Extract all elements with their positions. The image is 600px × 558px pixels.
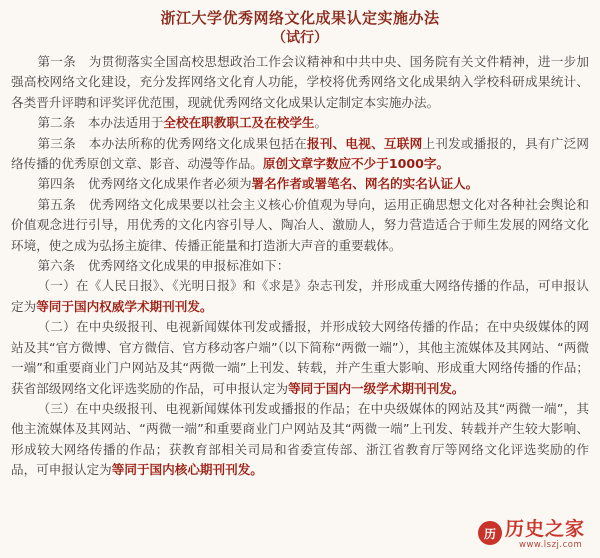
- paragraph-text: 第五条 优秀网络文化成果要以社会主义核心价值观为导向，运用正确思想文化对各种社会舆论和价值观念进行引导，用优秀的文化内容引导人、陶冶人、激励人，努力营造适合于师生发展的网络文化环境，使之成为弘扬主旋律、传播正能量和打造浙大声音的重要载体。: [11, 196, 589, 253]
- article-paragraph: [11, 52, 589, 113]
- document-subtitle: （试行）: [272, 30, 328, 46]
- paragraph-text: 第一条 为贯彻落实全国高校思想政治工作会议精神和中共中央、国务院有关文件精神，进一步加强高校网络文化建设，充分发挥网络文化育人功能，学校将优秀网络文化成果纳入学校科研成果统计、各类晋升评聘和评奖评优范围，现就优秀网络文化成果认定制定本实施办法。: [11, 54, 589, 110]
- article-paragraph: [11, 113, 589, 133]
- highlighted-text: 等同于国内核心期刊刊发。: [111, 462, 263, 478]
- watermark-logo-icon: 历: [478, 521, 502, 545]
- highlighted-text: 全校在职教职工及在校学生: [163, 115, 315, 131]
- article-paragraph: [11, 174, 589, 194]
- document-title: 浙江大学优秀网络文化成果认定实施办法: [160, 9, 440, 27]
- article-paragraph: [11, 317, 589, 399]
- watermark-url: www.lszj.com: [519, 540, 583, 550]
- article-paragraph: [11, 134, 589, 175]
- paragraph-text: （三）在中央级报刊、电视新闻媒体刊发或播报的作品；在中央级媒体的网站及其“两微一端”，其他主流媒体及其网站、“两微一端”和重要商业门户网站及其“两微一端”上刊发、转载并产生较大影响、形成较大网络传播的作品；获教育部相关司局和省委宣传部、浙江省教育厅等网络文化评选奖励的作品，可申报认定为: [11, 400, 589, 478]
- highlighted-text: 署名作者或署笔名、网名的实名认证人。: [251, 176, 479, 192]
- paragraph-text: 第二条 本办法适用于: [37, 115, 164, 131]
- highlighted-text: 等同于国内一级学术期刊刊发。: [288, 380, 465, 396]
- paragraph-text: 第六条 优秀网络文化成果的申报标准如下：: [37, 258, 290, 274]
- paragraph-text: （二）在中央级报刊、电视新闻媒体刊发或播报，并形成较大网络传播的作品；在中央级媒体的网站及其“官方微博、官方微信、官方移动客户端”（以下简称“两微一端”），其他主流媒体及其网站、“两微一端”和重要商业门户网站及其“两微一端”上刊发、转载，并产生重大影响、形成重大网络传播的作品；获省部级网络文化评选奖励的作品，可申报认定为: [11, 319, 589, 396]
- highlighted-text: 报刊、电视、互联网: [306, 135, 423, 151]
- article-paragraph: [11, 195, 589, 256]
- article-paragraph: [11, 399, 589, 481]
- paragraph-text: 第三条 本办法所称的优秀网络文化成果包括在: [37, 135, 307, 151]
- article-paragraph: [11, 256, 589, 276]
- watermark-text: [505, 520, 585, 550]
- paragraph-text: （一）在《人民日报》、《光明日报》和《求是》杂志刊发，并形成重大网络传播的作品，可申报认定为: [11, 278, 589, 314]
- highlighted-text: 原创文章字数应不少于1000字。: [262, 156, 450, 172]
- document-body: [11, 52, 589, 481]
- article-paragraph: [11, 276, 589, 317]
- watermark-name: 历史之家: [505, 518, 586, 540]
- paragraph-text: 。: [314, 115, 328, 131]
- site-watermark: [478, 520, 596, 554]
- paragraph-text: 第四条 优秀网络文化成果作者必须为: [37, 176, 252, 192]
- highlighted-text: 等同于国内权威学术期刊刊发。: [36, 298, 213, 314]
- paragraph-text: 上刊发或播报的，具有广泛网络传播的优秀原创文章、影音、动漫等作品。: [11, 135, 590, 172]
